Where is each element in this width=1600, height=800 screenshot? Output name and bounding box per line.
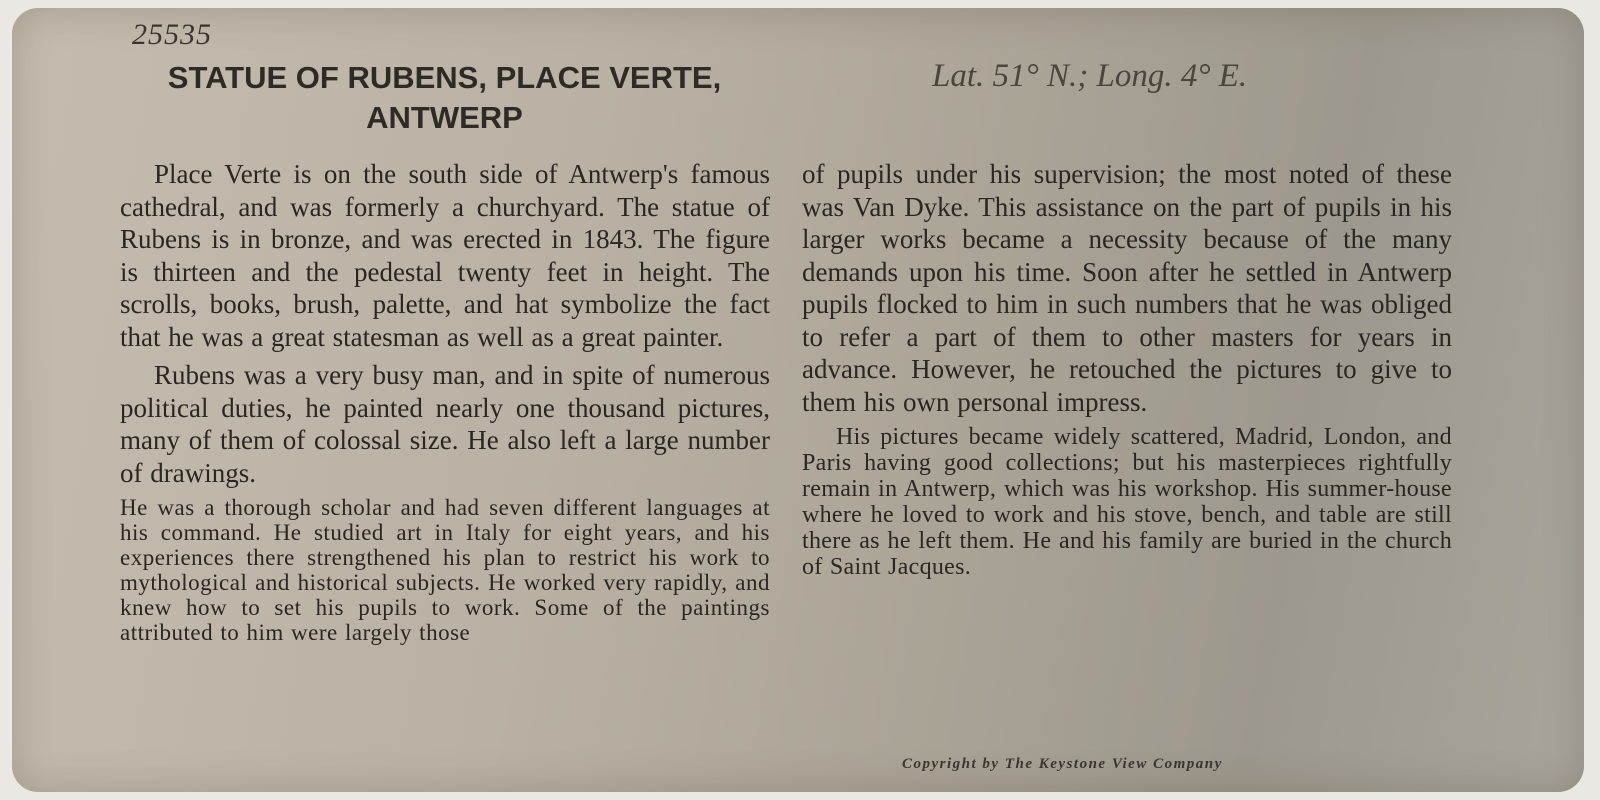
- left-paragraph-2: Rubens was a very busy man, and in spite of numerous political duties, he painted nearly one thousand pictures, many of them of colossal size. He also left a large number of drawings.: [120, 360, 770, 488]
- stereoview-card: [12, 8, 1584, 792]
- card-title: STATUE OF RUBENS, PLACE VERTE, ANTWERP: [167, 60, 722, 135]
- copyright-notice: Copyright by The Keystone View Company: [902, 756, 1223, 772]
- catalog-number: 25535: [132, 18, 212, 51]
- right-column: [802, 158, 1452, 580]
- left-column: [120, 158, 770, 645]
- right-paragraph-2: His pictures became widely scattered, Madrid, London, and Paris having good collections; but his masterpieces rightfully remain in Antwerp, which was his workshop. His summer-house where he loved to work and his stove, bench, and table are still there as he left them. He and his family are buried in the church of Saint Jacques.: [802, 424, 1452, 580]
- left-paragraph-2-continued: He was a thorough scholar and had seven different languages at his command. He studied art in Italy for eight years, and his experiences there strengthened his plan to restrict his work to mythological and historical subjects. He worked very rapidly, and knew how to set his pupils to work. Some of the paintings attributed to him were largely those: [120, 495, 770, 645]
- coordinates: Lat. 51° N.; Long. 4° E.: [932, 58, 1248, 94]
- left-paragraph-1: Place Verte is on the south side of Antwerp's famous cathedral, and was formerly a churchyard. The statue of Rubens is in bronze, and was erected in 1843. The figure is thirteen and the pedestal twenty feet in height. The scrolls, books, brush, palette, and hat symbolize the fact that he was a great statesman as well as a great painter.: [120, 159, 770, 352]
- right-paragraph-1: of pupils under his supervision; the most noted of these was Van Dyke. This assistance on the part of pupils in his larger works became a necessity because of the many demands upon his time. Soon after he settled in Antwerp pupils flocked to him in such numbers that he was obliged to refer a part of them to other masters for years in advance. However, he retouched the pictures to give to them his own personal impress.: [802, 159, 1452, 417]
